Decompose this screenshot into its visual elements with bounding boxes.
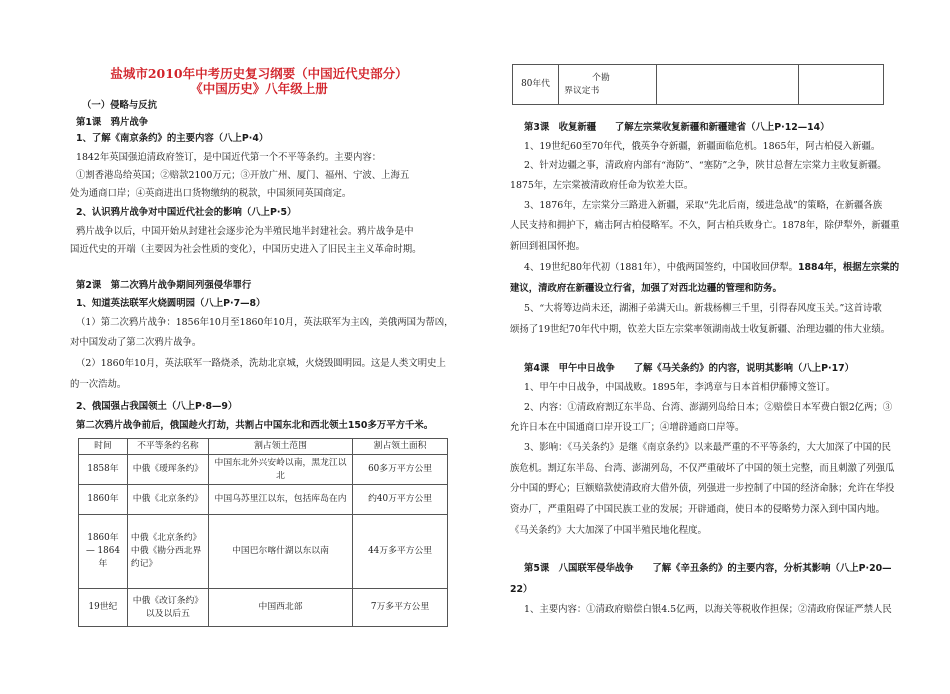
lesson-1-item-2: 2、认识鸦片战争对中国近代社会的影响（八上P·5）: [76, 207, 297, 218]
paragraph: 5、“大将筹边尚未还，湖湘子弟满天山。新栽杨柳三千里，引得春风度玉关。”这首诗歌: [524, 303, 882, 314]
table-row: [79, 515, 448, 589]
lesson-2-item-1: 1、知道英法联军火烧圆明园（八上P·7—8）: [76, 298, 266, 309]
table-cell: 1860年 — 1864年: [79, 515, 128, 589]
territory-table-continued: [512, 64, 884, 105]
paragraph-bold: 1884年，根据左宗棠的: [798, 262, 900, 273]
paragraph: （2）1860年10月，英法联军一路烧杀，洗劫北京城，火烧毁圆明园。这是人类文明史上: [76, 358, 446, 369]
table-row: [513, 65, 884, 105]
paragraph: 的一次浩劫。: [70, 379, 127, 390]
territory-table: [78, 438, 448, 627]
paragraph: 1、主要内容：①清政府赔偿白银4.5亿两，以海关等税收作担保；②清政府保证严禁人民: [524, 604, 892, 615]
lesson-2-item-2: 2、俄国强占我国领土（八上P·8—9）: [76, 401, 238, 412]
paragraph: [524, 261, 916, 274]
table-cell: [656, 65, 799, 105]
table-cell: 中国东北外兴安岭以南，黑龙江以北: [208, 455, 352, 485]
table-cell: 7万多平方公里: [353, 589, 448, 627]
table-cell: 中国乌苏里江以东，包括库岛在内: [208, 485, 352, 515]
lesson-2-heading: 第2课 第二次鸦片战争期间列强侵华罪行: [76, 280, 252, 291]
paragraph: 3、1876年，左宗棠分三路进入新疆，采取“先北后南，缓进急战”的策略，在新疆各族: [524, 200, 883, 211]
doc-subtitle: 《中国历史》八年级上册: [190, 81, 328, 96]
table-cell: [799, 65, 884, 105]
paragraph-bold: 建议，清政府在新疆设立行省，加强了对西北边疆的管理和防务。: [510, 283, 782, 294]
paragraph: 国近代史的开端（主要因为社会性质的变化），中国历史进入了旧民主主义革命时期。: [70, 244, 422, 255]
paragraph: 3、影响：《马关条约》是继《南京条约》以来最严重的不平等条约，大大加深了中国的民: [524, 442, 891, 453]
lesson-3-heading: 第3课 收复新疆 了解左宗棠收复新疆和新疆建省（八上P·12—14）: [524, 122, 830, 133]
lesson-1-heading: 第1课 鸦片战争: [76, 117, 149, 128]
paragraph: 1、甲午中日战争，中国战败。1895年，李鸿章与日本首相伊藤博文签订。: [524, 382, 836, 393]
table-header: 割占领土范围: [208, 439, 352, 455]
table-cell: 80年代: [513, 65, 559, 105]
table-row: [79, 589, 448, 627]
table-cell: 1860年: [79, 485, 128, 515]
table-header: 时间: [79, 439, 128, 455]
paragraph: 对中国发动了第二次鸦片战争。: [70, 337, 202, 348]
table-cell: 60多万平方公里: [353, 455, 448, 485]
paragraph: 颂扬了19世纪70年代中期，钦差大臣左宗棠率领湖南战士收复新疆、治理边疆的伟大业绩。: [510, 324, 891, 335]
table-header: 割占领土面积: [353, 439, 448, 455]
paragraph: 1842年英国强迫清政府签订，是中国近代第一个不平等条约。主要内容：: [76, 152, 382, 163]
table-cell: 1858年: [79, 455, 128, 485]
paragraph: 允许日本在中国通商口岸开设工厂；④增辟通商口岸等。: [510, 422, 745, 433]
lesson-4-heading: 第4课 甲午中日战争 了解《马关条约》的内容，说明其影响（八上P·17）: [524, 363, 855, 374]
paragraph: 处为通商口岸；④英商进出口货物缴纳的税款，中国须同英国商定。: [70, 188, 352, 199]
doc-title: 盐城市2010年中考历史复习纲要（中国近代史部分）: [110, 66, 408, 81]
table-cell: 中俄《改订条约》以及以后五: [127, 589, 208, 627]
paragraph: 鸦片战争以后，中国开始从封建社会逐步沦为半殖民地半封建社会。鸦片战争是中: [76, 226, 414, 237]
table-cell: 中俄《北京条约》: [127, 485, 208, 515]
paragraph: 族危机。割辽东半岛、台湾、澎湖列岛，不仅严重破坏了中国的领土完整，而且刺激了列强瓜: [510, 463, 895, 474]
table-cell: 中国巴尔喀什湖以东以南: [208, 515, 352, 589]
paragraph: ①割香港岛给英国；②赔款2100万元；③开放广州、厦门、福州、宁波、上海五: [76, 170, 410, 181]
table-cell: 19世纪: [79, 589, 128, 627]
section-heading: （一）侵略与反抗: [82, 100, 158, 111]
paragraph-text: 4、19世纪80年代初（1881年），中俄两国签约，中国收回伊犁。: [524, 262, 798, 273]
paragraph: 1875年，左宗棠被清政府任命为钦差大臣。: [510, 180, 694, 191]
paragraph-bold: 第二次鸦片战争前后，俄国趁火打劫，共割占中国东北和西北领土150多万平方千米。: [76, 420, 434, 431]
table-cell: 中俄《瑷珲条约》: [127, 455, 208, 485]
table-cell: 约40万平方公里: [353, 485, 448, 515]
table-row: [79, 485, 448, 515]
table-cell-line: 界议定书: [564, 85, 600, 96]
paragraph: 《马关条约》大大加深了中国半殖民地化程度。: [510, 525, 707, 536]
table-cell: 中国西北部: [208, 589, 352, 627]
paragraph: （1）第二次鸦片战争：1856年10月至1860年10月，英法联军为主凶，美俄两国为帮凶，: [76, 317, 454, 328]
paragraph: 资办厂，严重阻碍了中国民族工业的发展；开辟通商，使日本的侵略势力深入到中国内地。: [510, 504, 886, 515]
table-cell-line: 个勘: [592, 72, 610, 83]
table-cell: 44万多平方公里: [353, 515, 448, 589]
table-row: [79, 455, 448, 485]
paragraph: 新回到祖国怀抱。: [510, 241, 586, 252]
paragraph: 人民支持和拥护下，痛击阿古柏侵略军。不久，阿古柏兵败身亡。1878年，除伊犁外，新疆重: [510, 220, 900, 231]
table-cell: 中俄《北京条约》 中俄《勘分西北界约记》: [127, 515, 208, 589]
paragraph: 1、19世纪60至70年代，俄英争夺新疆，新疆面临危机。1865年，阿古柏侵入新疆。: [524, 141, 881, 152]
lesson-5-heading: 第5课 八国联军侵华战争 了解《辛丑条约》的主要内容，分析其影响（八上P·20—: [524, 563, 892, 574]
table-cell: [559, 65, 656, 105]
table-header: 不平等条约名称: [127, 439, 208, 455]
lesson-1-item-1: 1、了解《南京条约》的主要内容（八上P·4）: [76, 133, 269, 144]
paragraph: 2、内容：①清政府割辽东半岛、台湾、澎湖列岛给日本；②赔偿日本军费白银2亿两；③: [524, 402, 893, 413]
lesson-5-heading-cont: 22）: [510, 584, 533, 595]
paragraph: 2、针对边疆之事，清政府内部有“海防”、“塞防”之争，陕甘总督左宗棠力主收复新疆。: [524, 160, 887, 171]
paragraph: 分中国的野心；巨额赔款使清政府大借外债，列强进一步控制了中国的经济命脉；允许在华投: [510, 483, 895, 494]
